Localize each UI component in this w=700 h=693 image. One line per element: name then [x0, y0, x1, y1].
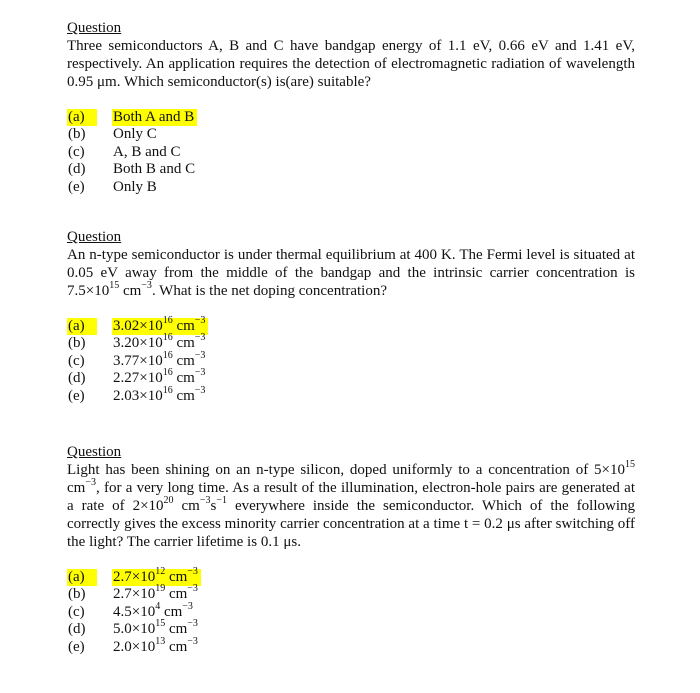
option-c: (c) $4.5\times 10^4$ $cm^{-3}$	[68, 600, 193, 620]
question-text: An n-type semiconductor is under thermal equilibrium at 400 K. The Fermi level is situated at 0.05 eV away from the middle of the bandgap and the intrinsic carrier concentration is $7.5\times 10^{15}$ $cm^{-3}$. What is the net doping concentration?	[67, 247, 635, 299]
option-a-correct: (a) $3.02\times 10^{16}$ $cm^{-3}$	[67, 318, 635, 335]
question-3	[67, 443, 635, 656]
question-heading: Question	[67, 444, 122, 460]
question-heading: Question	[67, 20, 122, 36]
option-b: (b) $2.7\times 10^{19}$ $cm^{-3}$	[68, 583, 198, 603]
question-heading: Question	[67, 229, 122, 245]
option-d: (d) $2.27\times 10^{16}$ $cm^{-3}$	[68, 367, 206, 387]
option-b: (b) $3.20\times 10^{16}$ $cm^{-3}$	[68, 332, 206, 352]
options-list	[67, 315, 635, 405]
option-c: (c) $3.77\times 10^{16}$ $cm^{-3}$	[68, 349, 206, 369]
options-list	[67, 109, 635, 196]
question-2	[67, 228, 635, 405]
option-d: (d) Both B and C	[68, 161, 196, 178]
option-a-correct: (a) Both A and B	[67, 109, 635, 126]
option-c: (c) A, B and C	[68, 143, 181, 160]
option-e: (e) $2.0\times 10^{13}$ $cm^{-3}$	[68, 635, 198, 655]
question-text: Light has been shining on an n-type silicon, doped uniformly to a concentration of $5\times 10^{15}$ $cm^{-3}$, for a very long time. As a result of the illumination, electron-hole pairs are generated at a rate of $2\times 10^{20}$ $cm^{-3}s^{-1}$ everywhere inside the semiconductor. Which of the following correctly gives the excess minority carrier concentration at a time t = 0.2 μs after switching off the light? The carrier lifetime is 0.1 μs.	[67, 459, 636, 550]
options-list	[67, 566, 635, 656]
question-text: Three semiconductors A, B and C have bandgap energy of 1.1 eV, 0.66 eV and 1.41 eV, respectively. An application requires the detection of electromagnetic radiation of wavelength 0.95 μm. Which semiconductor(s) is(are) suitable?	[67, 38, 635, 90]
option-a-correct: (a) $2.7\times 10^{12}$ $cm^{-3}$	[67, 569, 635, 586]
option-e: (e) Only B	[68, 178, 157, 195]
option-d: (d) $5.0\times 10^{15}$ $cm^{-3}$	[68, 618, 198, 638]
option-b: (b) Only C	[68, 126, 157, 143]
option-e: (e) $2.03\times 10^{16}$ $cm^{-3}$	[68, 384, 206, 404]
question-1	[67, 19, 635, 196]
